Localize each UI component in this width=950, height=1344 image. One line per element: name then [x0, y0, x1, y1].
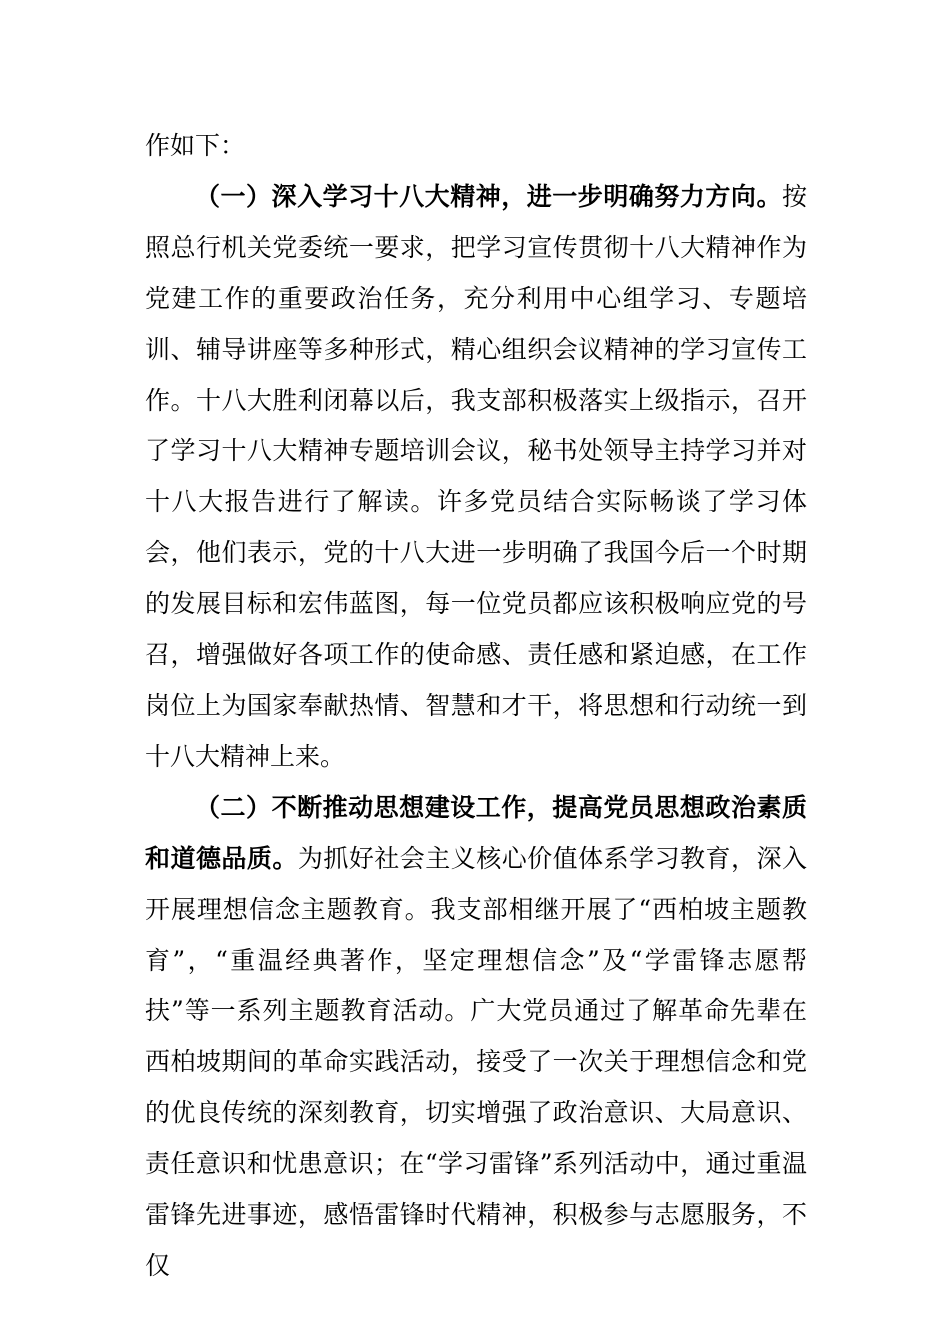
- section-2-paragraph: [145, 783, 807, 1292]
- section-2-heading: （二）不断推动思想建设工作，提高党员思想政治素质和道德品质。: [145, 792, 807, 873]
- document-body: [145, 121, 807, 1292]
- section-1-paragraph: [145, 172, 807, 783]
- section-1-heading: （一）深入学习十八大精神，进一步明确努力方向。: [195, 181, 782, 211]
- section-2-body: 为抓好社会主义核心价值体系学习教育，深入开展理想信念主题教育。我支部相继开展了“西柏坡主题教育”，“重温经典著作，坚定理想信念”及“学雷锋志愿帮扶”等一系列主题教育活动。广大党员通过了解革命先辈在西柏坡期间的革命实践活动，接受了一次关于理想信念和党的优良传统的深刻教育，切实增强了政治意识、大局意识、责任意识和忧患意识；在“学习雷锋”系列活动中，通过重温雷锋先进事迹，感悟雷锋时代精神，积极参与志愿服务，不仅: [145, 843, 807, 1280]
- intro-line: 作如下：: [145, 131, 246, 160]
- section-1-body: 按照总行机关党委统一要求，把学习宣传贯彻十八大精神作为党建工作的重要政治任务，充分利用中心组学习、专题培训、辅导讲座等多种形式，精心组织会议精神的学习宣传工作。十八大胜利闭幕以后，我支部积极落实上级指示，召开了学习十八大精神专题培训会议，秘书处领导主持学习并对十八大报告进行了解读。许多党员结合实际畅谈了学习体会，他们表示，党的十八大进一步明确了我国今后一个时期的发展目标和宏伟蓝图，每一位党员都应该积极响应党的号召，增强做好各项工作的使命感、责任感和紧迫感，在工作岗位上为国家奉献热情、智慧和才干，将思想和行动统一到十八大精神上来。: [145, 181, 807, 771]
